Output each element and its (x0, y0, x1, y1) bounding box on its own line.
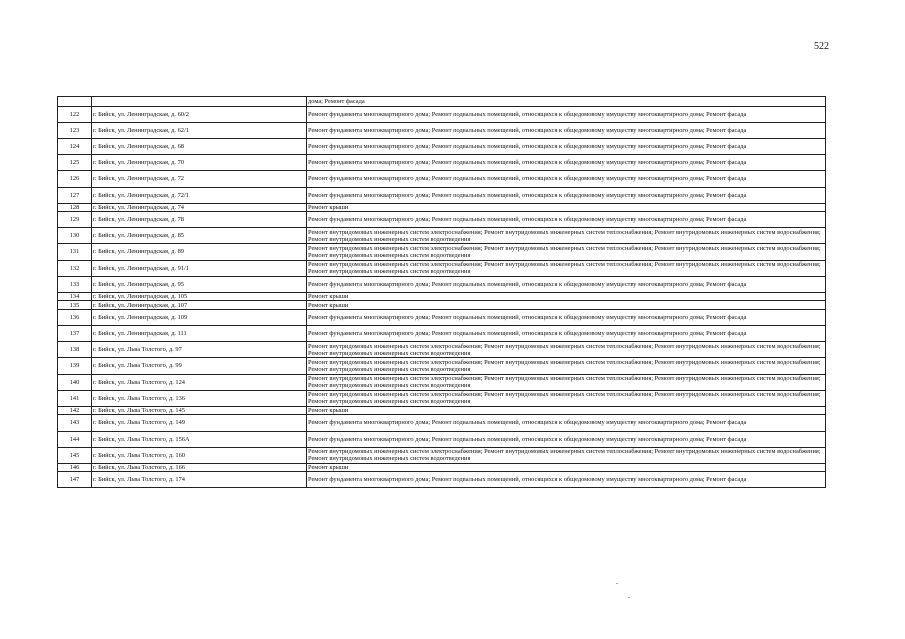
table-row (58, 406, 826, 414)
table-row (58, 122, 826, 138)
work-cell: Ремонт фундамента многоквартирного дома; Ремонт подвальных помещений, относящихся к общедомовому имуществу многоквартирного дома; Ремонт фасада (307, 187, 826, 203)
repair-table (57, 96, 826, 488)
address-cell: г. Бийск, ул. Льва Толстого, д. 149 (92, 415, 307, 431)
table-row (58, 203, 826, 211)
work-cell: дома; Ремонт фасада (307, 97, 826, 107)
row-number-cell: 130 (58, 228, 92, 244)
address-cell: г. Бийск, ул. Льва Толстого, д. 99 (92, 358, 307, 374)
work-cell: Ремонт фундамента многоквартирного дома; Ремонт подвальных помещений, относящихся к общедомовому имуществу многоквартирного дома; Ремонт фасада (307, 415, 826, 431)
work-cell: Ремонт внутридомовых инженерных систем электроснабжения; Ремонт внутридомовых инженерных систем теплоснабжения; Ремонт внутридомовых инженерных систем водоснабжения; Ремонт внутридомовых инженерных систем водоотведения (307, 342, 826, 358)
repair-table-body (58, 97, 826, 488)
work-cell: Ремонт фундамента многоквартирного дома; Ремонт подвальных помещений, относящихся к общедомовому имуществу многоквартирного дома; Ремонт фасада (307, 122, 826, 138)
work-cell: Ремонт внутридомовых инженерных систем электроснабжения; Ремонт внутридомовых инженерных систем теплоснабжения; Ремонт внутридомовых инженерных систем водоснабжения; Ремонт внутридомовых инженерных систем водоотведения (307, 447, 826, 463)
scan-artifact (628, 597, 630, 598)
table-row (58, 374, 826, 390)
row-number-cell: 134 (58, 293, 92, 301)
row-number-cell: 131 (58, 244, 92, 260)
row-number-cell: 133 (58, 276, 92, 292)
work-cell: Ремонт фундамента многоквартирного дома; Ремонт подвальных помещений, относящихся к общедомовому имуществу многоквартирного дома; Ремонт фасада (307, 326, 826, 342)
row-number-cell: 141 (58, 390, 92, 406)
address-cell: г. Бийск, ул. Льва Толстого, д. 156А (92, 431, 307, 447)
work-cell: Ремонт фундамента многоквартирного дома; Ремонт подвальных помещений, относящихся к общедомовому имуществу многоквартирного дома; Ремонт фасада (307, 431, 826, 447)
work-cell: Ремонт фундамента многоквартирного дома; Ремонт подвальных помещений, относящихся к общедомовому имуществу многоквартирного дома; Ремонт фасада (307, 309, 826, 325)
work-cell: Ремонт внутридомовых инженерных систем электроснабжения; Ремонт внутридомовых инженерных систем теплоснабжения; Ремонт внутридомовых инженерных систем водоснабжения; Ремонт внутридомовых инженерных систем водоотведения (307, 390, 826, 406)
work-cell: Ремонт крыши (307, 301, 826, 309)
row-number-cell: 145 (58, 447, 92, 463)
work-cell: Ремонт крыши (307, 463, 826, 471)
address-cell: г. Бийск, ул. Ленинградская, д. 105 (92, 293, 307, 301)
row-number-cell: 140 (58, 374, 92, 390)
address-cell: г. Бийск, ул. Льва Толстого, д. 97 (92, 342, 307, 358)
table-row (58, 260, 826, 276)
row-number-cell: 125 (58, 155, 92, 171)
table-row (58, 472, 826, 488)
table-row (58, 447, 826, 463)
table-row (58, 309, 826, 325)
address-cell: г. Бийск, ул. Ленинградская, д. 89 (92, 244, 307, 260)
table-row (58, 463, 826, 471)
row-number-cell: 136 (58, 309, 92, 325)
address-cell: г. Бийск, ул. Ленинградская, д. 107 (92, 301, 307, 309)
row-number-cell: 137 (58, 326, 92, 342)
work-cell: Ремонт крыши (307, 406, 826, 414)
work-cell: Ремонт крыши (307, 293, 826, 301)
row-number-cell: 147 (58, 472, 92, 488)
address-cell: г. Бийск, ул. Ленинградская, д. 72 (92, 171, 307, 187)
table-row (58, 415, 826, 431)
row-number-cell: 138 (58, 342, 92, 358)
table-row (58, 358, 826, 374)
work-cell: Ремонт фундамента многоквартирного дома; Ремонт подвальных помещений, относящихся к общедомовому имуществу многоквартирного дома; Ремонт фасада (307, 276, 826, 292)
table-row (58, 293, 826, 301)
table-row-continued (58, 97, 826, 107)
table-row (58, 155, 826, 171)
address-cell: г. Бийск, ул. Ленинградская, д. 91/1 (92, 260, 307, 276)
table-row (58, 244, 826, 260)
scan-artifact (616, 583, 618, 584)
address-cell: г. Бийск, ул. Ленинградская, д. 109 (92, 309, 307, 325)
address-cell: г. Бийск, ул. Льва Толстого, д. 124 (92, 374, 307, 390)
address-cell: г. Бийск, ул. Ленинградская, д. 72/1 (92, 187, 307, 203)
address-cell: г. Бийск, ул. Льва Толстого, д. 174 (92, 472, 307, 488)
row-number-cell: 127 (58, 187, 92, 203)
address-cell: г. Бийск, ул. Льва Толстого, д. 145 (92, 406, 307, 414)
table-row (58, 138, 826, 154)
table-row (58, 276, 826, 292)
row-number-cell: 135 (58, 301, 92, 309)
table-row (58, 390, 826, 406)
address-cell: г. Бийск, ул. Ленинградская, д. 85 (92, 228, 307, 244)
table-row (58, 171, 826, 187)
row-number-cell: 143 (58, 415, 92, 431)
row-number-cell: 139 (58, 358, 92, 374)
address-cell: г. Бийск, ул. Ленинградская, д. 78 (92, 212, 307, 228)
address-cell: г. Бийск, ул. Льва Толстого, д. 136 (92, 390, 307, 406)
row-number-cell: 123 (58, 122, 92, 138)
row-number-cell: 132 (58, 260, 92, 276)
row-number-cell: 142 (58, 406, 92, 414)
work-cell: Ремонт внутридомовых инженерных систем электроснабжения; Ремонт внутридомовых инженерных систем теплоснабжения; Ремонт внутридомовых инженерных систем водоснабжения; Ремонт внутридомовых инженерных систем водоотведения (307, 374, 826, 390)
table-row (58, 212, 826, 228)
row-number-cell: 126 (58, 171, 92, 187)
row-number-cell: 129 (58, 212, 92, 228)
work-cell: Ремонт фундамента многоквартирного дома; Ремонт подвальных помещений, относящихся к общедомовому имуществу многоквартирного дома; Ремонт фасада (307, 155, 826, 171)
work-cell: Ремонт внутридомовых инженерных систем электроснабжения; Ремонт внутридомовых инженерных систем теплоснабжения; Ремонт внутридомовых инженерных систем водоснабжения; Ремонт внутридомовых инженерных систем водоотведения (307, 358, 826, 374)
table-row (58, 187, 826, 203)
address-cell: г. Бийск, ул. Ленинградская, д. 111 (92, 326, 307, 342)
table-row (58, 431, 826, 447)
work-cell: Ремонт фундамента многоквартирного дома; Ремонт подвальных помещений, относящихся к общедомовому имуществу многоквартирного дома; Ремонт фасада (307, 138, 826, 154)
work-cell: Ремонт фундамента многоквартирного дома; Ремонт подвальных помещений, относящихся к общедомовому имуществу многоквартирного дома; Ремонт фасада (307, 106, 826, 122)
row-number-cell: 128 (58, 203, 92, 211)
work-cell: Ремонт фундамента многоквартирного дома; Ремонт подвальных помещений, относящихся к общедомовому имуществу многоквартирного дома; Ремонт фасада (307, 171, 826, 187)
row-number-cell: 122 (58, 106, 92, 122)
row-number-cell: 146 (58, 463, 92, 471)
address-cell: г. Бийск, ул. Ленинградская, д. 70 (92, 155, 307, 171)
work-cell: Ремонт крыши (307, 203, 826, 211)
address-cell: г. Бийск, ул. Льва Толстого, д. 166 (92, 463, 307, 471)
work-cell: Ремонт внутридомовых инженерных систем электроснабжения; Ремонт внутридомовых инженерных систем теплоснабжения; Ремонт внутридомовых инженерных систем водоснабжения; Ремонт внутридомовых инженерных систем водоотведения (307, 260, 826, 276)
table-row (58, 326, 826, 342)
repair-table-container (57, 96, 826, 488)
table-row (58, 106, 826, 122)
work-cell: Ремонт внутридомовых инженерных систем электроснабжения; Ремонт внутридомовых инженерных систем теплоснабжения; Ремонт внутридомовых инженерных систем водоснабжения; Ремонт внутридомовых инженерных систем водоотведения (307, 244, 826, 260)
table-row (58, 301, 826, 309)
row-number-cell: 144 (58, 431, 92, 447)
table-row (58, 342, 826, 358)
address-cell: г. Бийск, ул. Ленинградская, д. 62/1 (92, 122, 307, 138)
address-cell: г. Бийск, ул. Ленинградская, д. 95 (92, 276, 307, 292)
work-cell: Ремонт внутридомовых инженерных систем электроснабжения; Ремонт внутридомовых инженерных систем теплоснабжения; Ремонт внутридомовых инженерных систем водоснабжения; Ремонт внутридомовых инженерных систем водоотведения (307, 228, 826, 244)
work-cell: Ремонт фундамента многоквартирного дома; Ремонт подвальных помещений, относящихся к общедомовому имуществу многоквартирного дома; Ремонт фасада (307, 212, 826, 228)
address-cell: г. Бийск, ул. Ленинградская, д. 74 (92, 203, 307, 211)
row-number-cell (58, 97, 92, 107)
table-row (58, 228, 826, 244)
page-number: 522 (814, 41, 829, 52)
work-cell: Ремонт фундамента многоквартирного дома; Ремонт подвальных помещений, относящихся к общедомовому имуществу многоквартирного дома; Ремонт фасада (307, 472, 826, 488)
address-cell: г. Бийск, ул. Ленинградская, д. 68 (92, 138, 307, 154)
address-cell: г. Бийск, ул. Льва Толстого, д. 160 (92, 447, 307, 463)
row-number-cell: 124 (58, 138, 92, 154)
address-cell: г. Бийск, ул. Ленинградская, д. 60/2 (92, 106, 307, 122)
address-cell (92, 97, 307, 107)
